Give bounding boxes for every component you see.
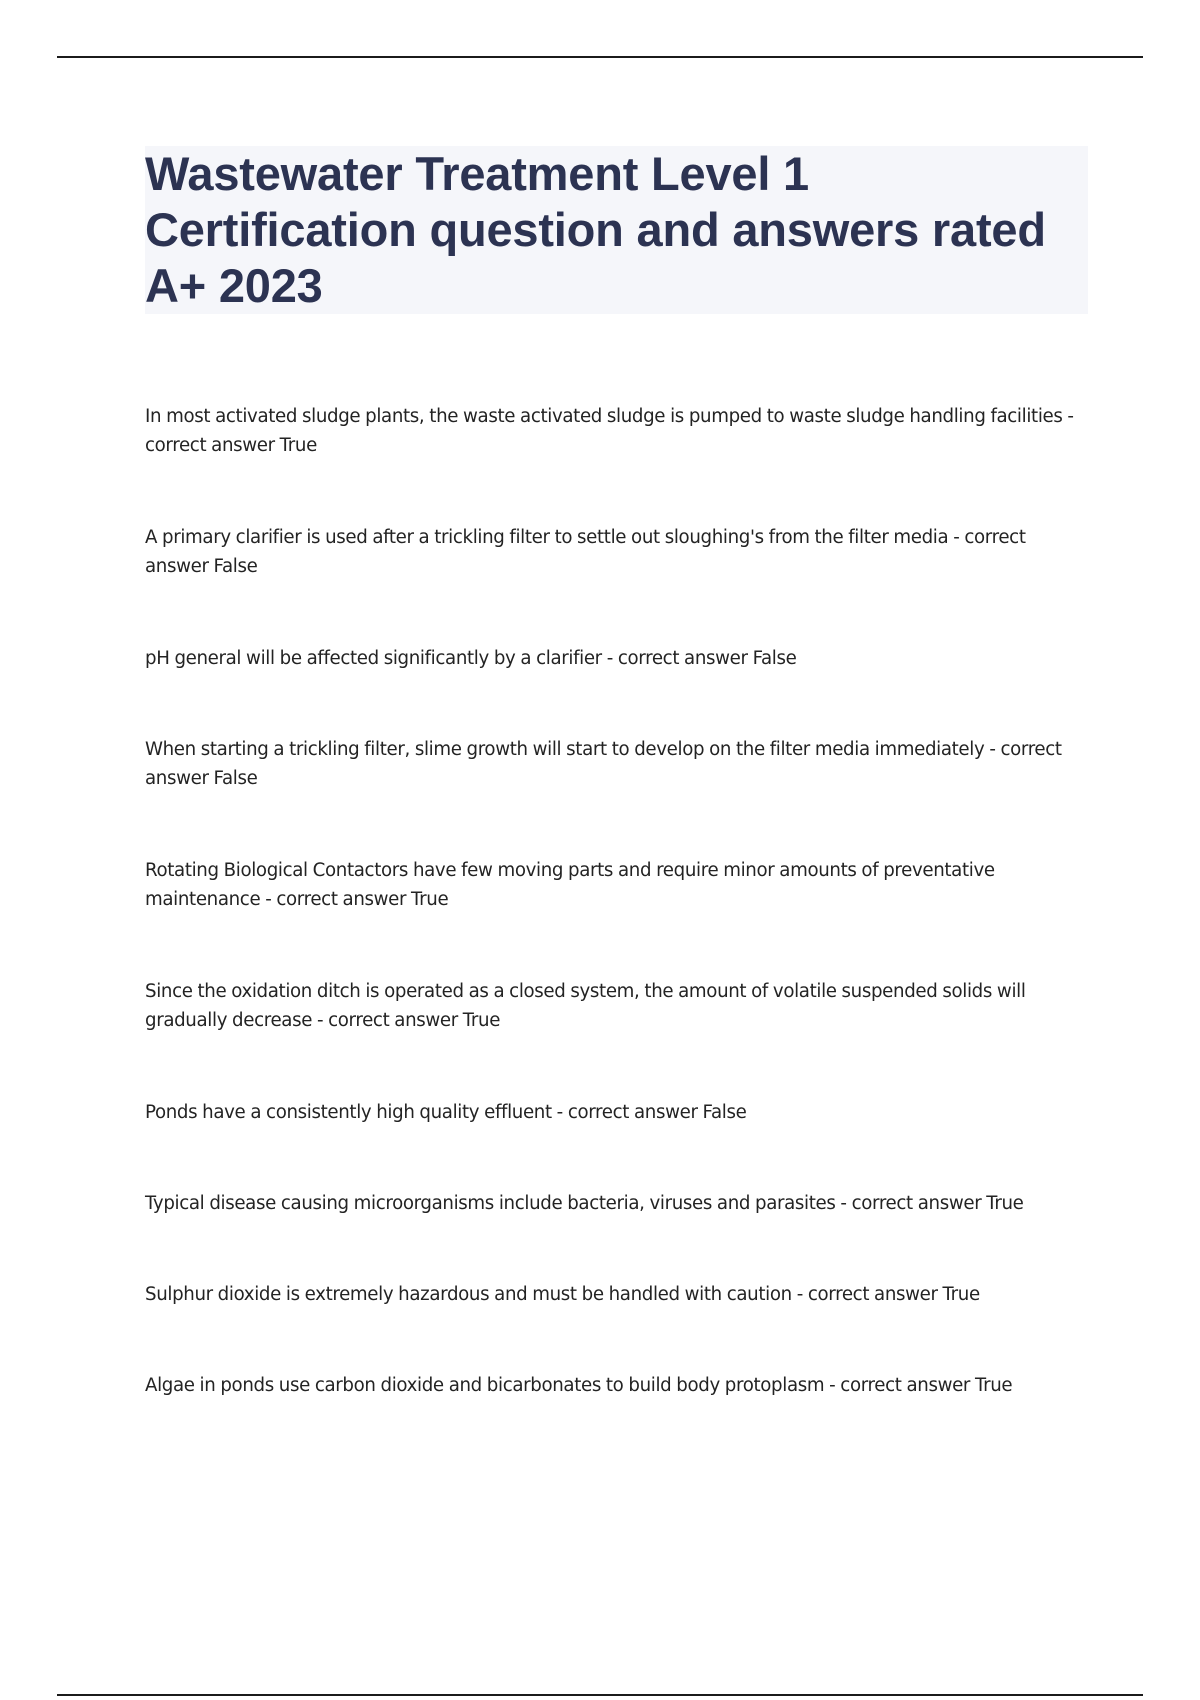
qa-item-10: Algae in ponds use carbon dioxide and bicarbonates to build body protoplasm - correct answer True bbox=[145, 1375, 1013, 1396]
qa-item-6: Since the oxidation ditch is operated as a closed system, the amount of volatile suspended solids will gradually decrease - correct answer True bbox=[145, 981, 1026, 1031]
title-block bbox=[145, 146, 1088, 314]
qa-item-7: Ponds have a consistently high quality effluent - correct answer False bbox=[145, 1102, 747, 1123]
qa-item-8: Typical disease causing microorganisms include bacteria, viruses and parasites - correct answer True bbox=[145, 1193, 1024, 1214]
bottom-divider bbox=[57, 1694, 1143, 1696]
qa-item-2: A primary clarifier is used after a trickling filter to settle out sloughing's from the filter media - correct answer False bbox=[145, 527, 1026, 577]
qa-item-5: Rotating Biological Contactors have few moving parts and require minor amounts of preventative maintenance - correct answer True bbox=[145, 860, 995, 910]
qa-item-1: In most activated sludge plants, the waste activated sludge is pumped to waste sludge handling facilities - correct answer True bbox=[145, 406, 1074, 456]
qa-item-3: pH general will be affected significantly by a clarifier - correct answer False bbox=[145, 648, 797, 669]
document-title: Wastewater Treatment Level 1 Certification question and answers rated A+ 2023 bbox=[145, 147, 1046, 312]
top-divider bbox=[57, 56, 1143, 58]
qa-item-4: When starting a trickling filter, slime growth will start to develop on the filter media immediately - correct answer False bbox=[145, 739, 1062, 789]
qa-item-9: Sulphur dioxide is extremely hazardous and must be handled with caution - correct answer True bbox=[145, 1284, 980, 1305]
